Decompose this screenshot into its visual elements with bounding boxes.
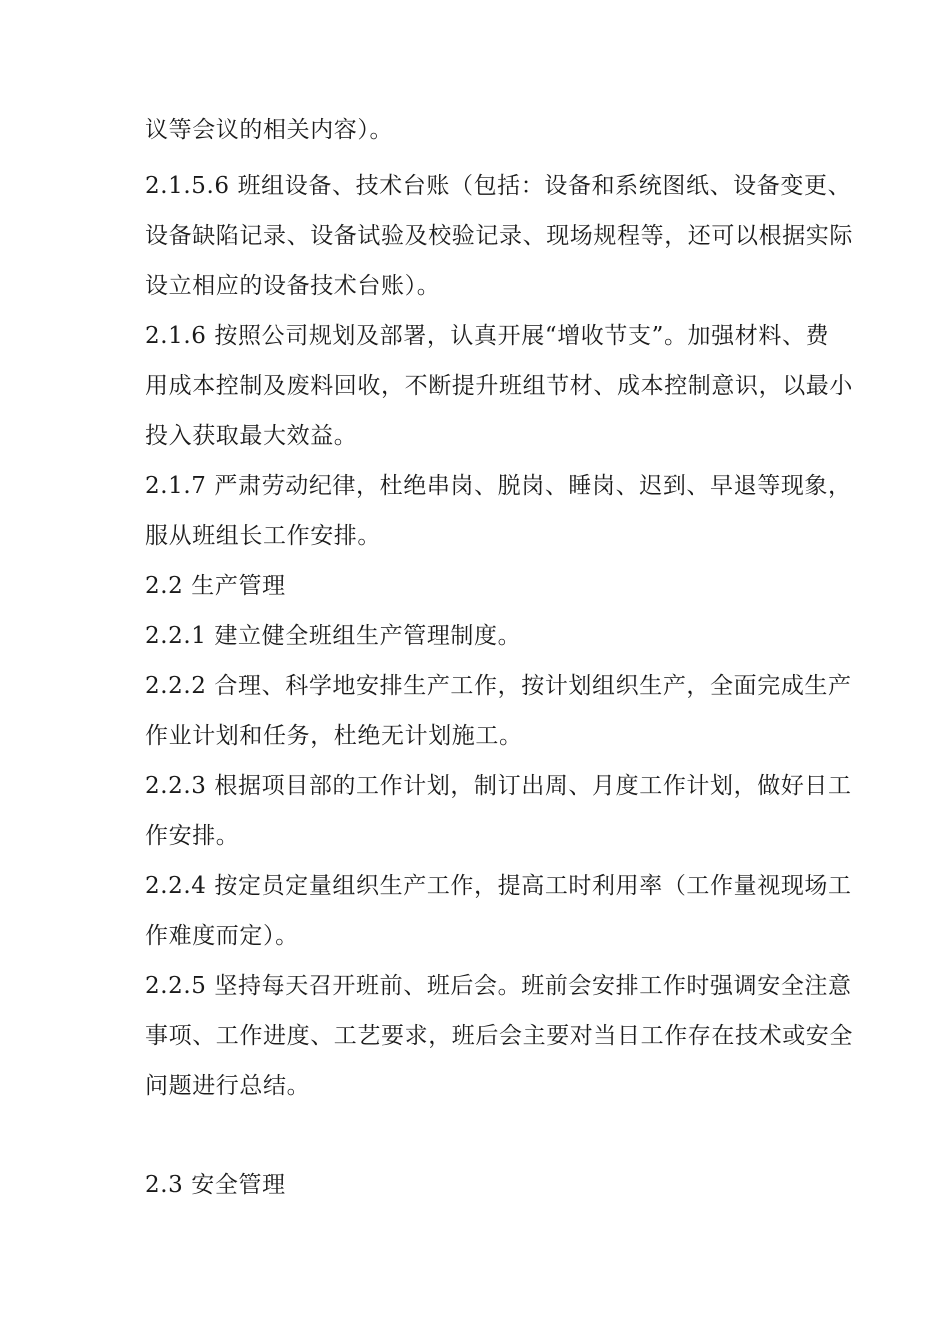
text-line: 2.1.5.6 班组设备、技术台账（包括：设备和系统图纸、设备变更、 [145, 173, 852, 199]
text-line: 2.2.2 合理、科学地安排生产工作，按计划组织生产，全面完成生产 [145, 673, 852, 699]
text-line: 设备缺陷记录、设备试验及校验记录、现场规程等，还可以根据实际 [145, 223, 853, 249]
text-line: 作难度而定）。 [145, 923, 299, 949]
section-heading: 2.2 生产管理 [145, 573, 286, 599]
section-heading: 2.3 安全管理 [145, 1172, 286, 1198]
text-line: 问题进行总结。 [145, 1073, 311, 1099]
text-line: 2.1.6 按照公司规划及部署，认真开展“增收节支”。加强材料、费 [145, 323, 830, 349]
text-line: 2.2.1 建立健全班组生产管理制度。 [145, 623, 522, 649]
text-line: 2.2.3 根据项目部的工作计划，制订出周、月度工作计划，做好日工 [145, 773, 852, 799]
text-line: 议等会议的相关内容）。 [145, 117, 394, 143]
text-line: 投入获取最大效益。 [145, 423, 358, 449]
text-line: 作安排。 [145, 823, 240, 849]
text-line: 2.1.7 严肃劳动纪律，杜绝串岗、脱岗、睡岗、迟到、早退等现象， [145, 473, 852, 499]
text-line: 用成本控制及废料回收，不断提升班组节材、成本控制意识，以最小 [145, 373, 853, 399]
text-line: 事项、工作进度、工艺要求，班后会主要对当日工作存在技术或安全 [145, 1023, 853, 1049]
text-line: 作业计划和任务，杜绝无计划施工。 [145, 723, 523, 749]
text-line: 服从班组长工作安排。 [145, 523, 381, 549]
text-line: 设立相应的设备技术台账）。 [145, 273, 441, 299]
text-line: 2.2.5 坚持每天召开班前、班后会。班前会安排工作时强调安全注意 [145, 973, 852, 999]
text-line: 2.2.4 按定员定量组织生产工作，提高工时利用率（工作量视现场工 [145, 873, 852, 899]
